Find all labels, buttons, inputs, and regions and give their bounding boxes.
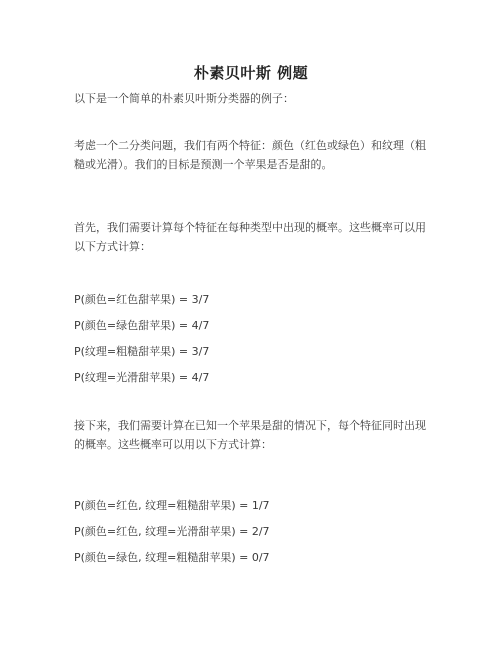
probability-line: P(纹理=光滑甜苹果) = 4/7 xyxy=(74,371,210,384)
probability-line: P(颜色=绿色甜苹果) = 4/7 xyxy=(74,319,210,332)
intro-paragraph: 以下是一个简单的朴素贝叶斯分类器的例子： xyxy=(74,92,294,105)
method-paragraph: 首先，我们需要计算每个特征在每种类型中出现的概率。这些概率可以用以下方式计算： xyxy=(74,221,426,253)
problem-paragraph: 考虑一个二分类问题，我们有两个特征：颜色（红色或绿色）和纹理（粗糙或光滑）。我们的目标是预测一个苹果是否是甜的。 xyxy=(74,139,426,171)
probability-line: P(纹理=粗糙甜苹果) = 3/7 xyxy=(74,345,210,358)
document-title: 朴素贝叶斯 例题 xyxy=(193,64,309,82)
joint-probability-line: P(颜色=红色, 纹理=光滑甜苹果) = 2/7 xyxy=(74,525,270,538)
probability-line: P(颜色=红色甜苹果) = 3/7 xyxy=(74,293,210,306)
joint-probability-line: P(颜色=红色, 纹理=粗糙甜苹果) = 1/7 xyxy=(74,499,270,512)
joint-probability-line: P(颜色=绿色, 纹理=粗糙甜苹果) = 0/7 xyxy=(74,551,270,564)
joint-probability-paragraph: 接下来，我们需要计算在已知一个苹果是甜的情况下，每个特征同时出现的概率。这些概率可以用以下方式计算： xyxy=(74,419,426,451)
